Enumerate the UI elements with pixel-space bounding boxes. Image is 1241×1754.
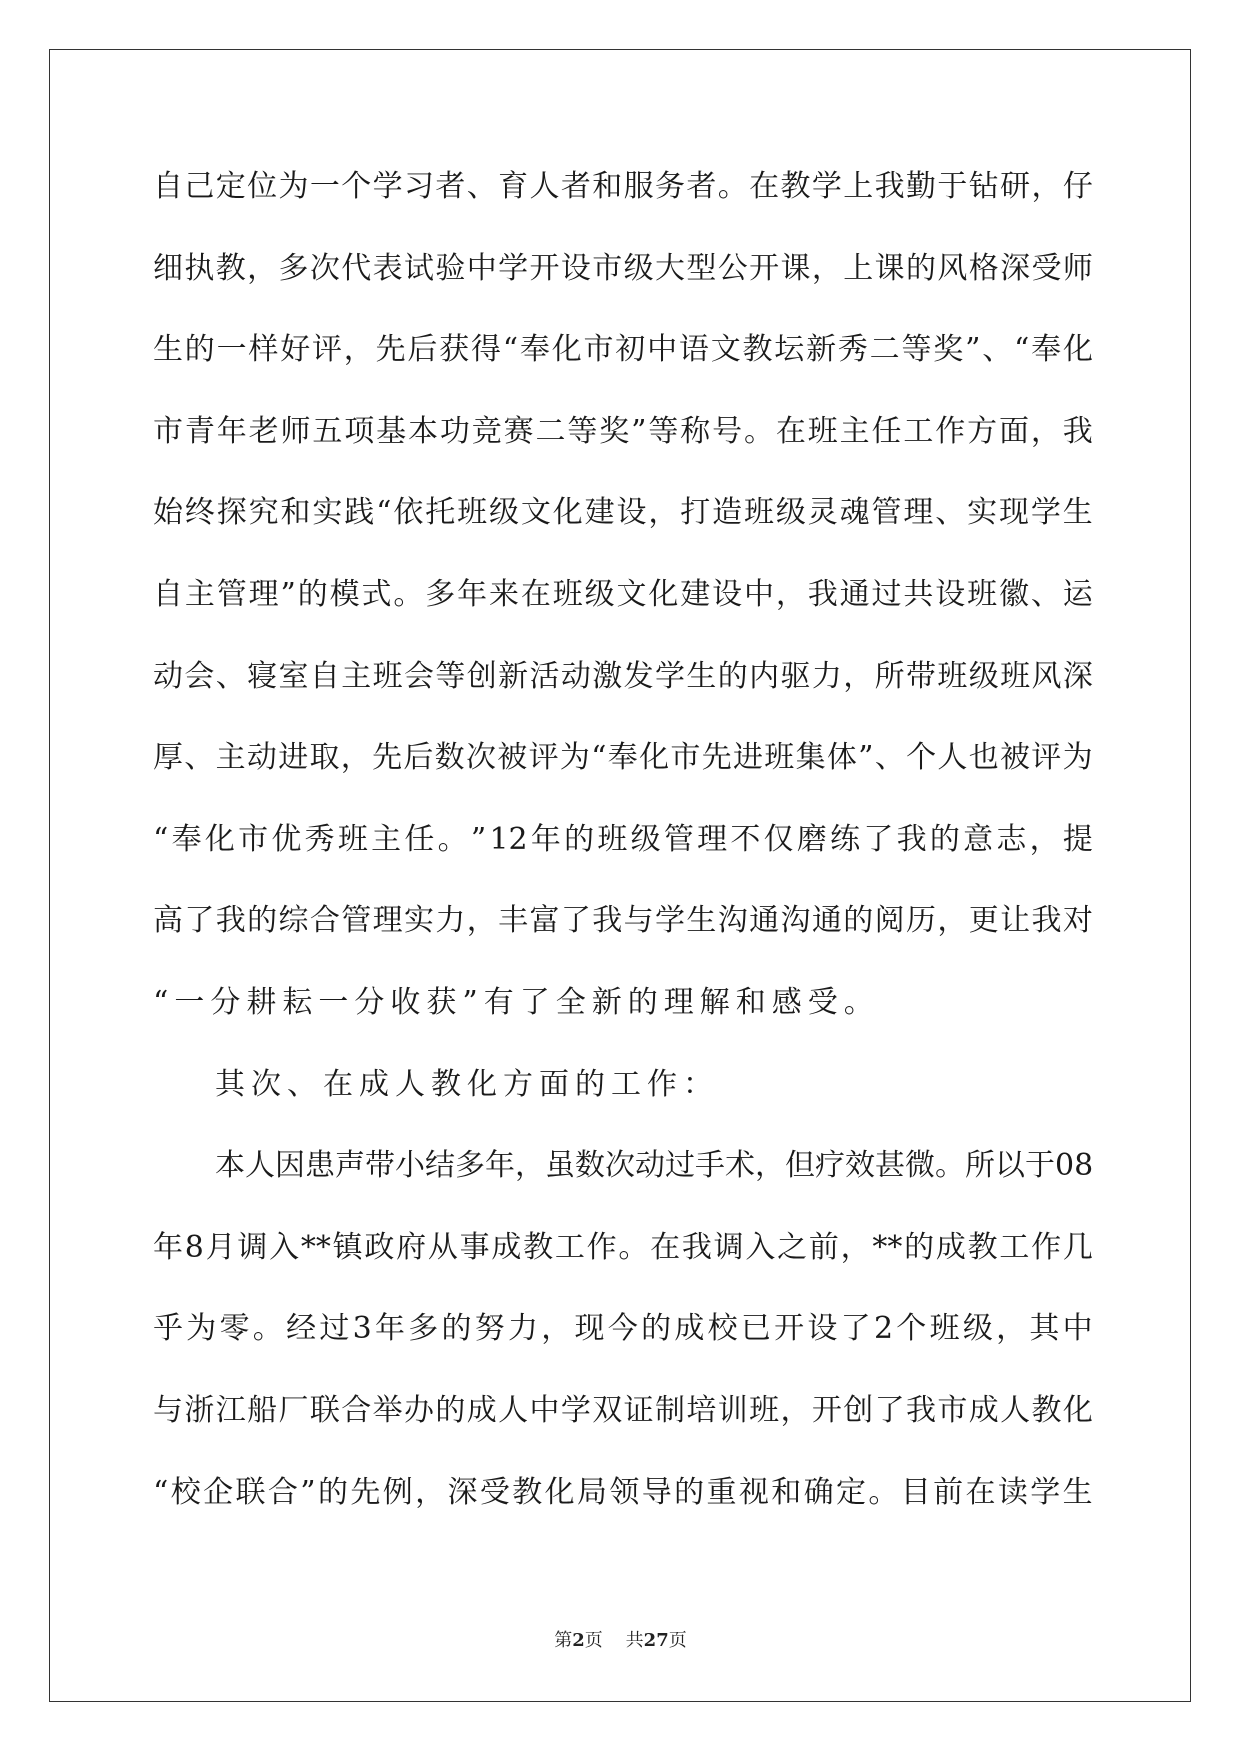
text-line: “ 一 分 耕 耘 一 分 收 获 ” 有 了 全 新 的 理 解 和 感 受 。 xyxy=(153,984,874,1020)
document-body xyxy=(153,160,1093,1547)
section-heading: 其 次 、 在 成 人 教 化 方 面 的 工 作 ： xyxy=(215,1066,713,1102)
text-line: 厚 、 主 动 进 取 ， 先 后 数 次 被 评 为 “ 奉 化 市 先 进 班 集 体 ” 、 个 人 也 被 评 为 xyxy=(153,740,1093,776)
text-line: 动 会 、 寝 室 自 主 班 会 等 创 新 活 动 激 发 学 生 的 内 驱 力 ， 所 带 班 级 班 风 深 xyxy=(153,658,1093,694)
text-line: 年 8 月 调 入 ** 镇 政 府 从 事 成 教 工 作 。 在 我 调 入 之 前 ， ** 的 成 教 工 作 几 xyxy=(153,1229,1093,1265)
text-line: 高 了 我 的 综 合 管 理 实 力 ， 丰 富 了 我 与 学 生 沟 通 沟 通 的 阅 历 ， 更 让 我 对 xyxy=(153,903,1093,939)
text-line: 细 执 教 ， 多 次 代 表 试 验 中 学 开 设 市 级 大 型 公 开 课 ， 上 课 的 风 格 深 受 师 xyxy=(153,250,1093,286)
text-line: 市 青 年 老 师 五 项 基 本 功 竞 赛 二 等 奖 ” 等 称 号 。 在 班 主 任 工 作 方 面 ， 我 xyxy=(153,413,1093,449)
text-line: “ 校 企 联 合 ” 的 先 例 ， 深 受 教 化 局 领 导 的 重 视 和 确 定 。 目 前 在 读 学 生 xyxy=(153,1474,1093,1510)
footer-prefix: 第 xyxy=(554,1630,573,1651)
page-footer xyxy=(0,1626,1241,1652)
text-line: 本 人 因 患 声 带 小 结 多 年 ， 虽 数 次 动 过 手 术 ， 但 疗 效 甚 微 。 所 以 于 08 xyxy=(215,1148,1094,1184)
text-line: 生 的 一 样 好 评 ， 先 后 获 得 “ 奉 化 市 初 中 语 文 教 坛 新 秀 二 等 奖 ” 、 “ 奉 化 xyxy=(153,332,1093,368)
text-line: 与 浙 江 船 厂 联 合 举 办 的 成 人 中 学 双 证 制 培 训 班 ， 开 创 了 我 市 成 人 教 化 xyxy=(153,1392,1093,1428)
footer-suffix: 页 xyxy=(668,1630,687,1651)
text-line: “ 奉 化 市 优 秀 班 主 任 。 ” 12 年 的 班 级 管 理 不 仅 磨 练 了 我 的 意 志 ， 提 xyxy=(153,821,1093,857)
text-line: 自 主 管 理 ” 的 模 式 。 多 年 来 在 班 级 文 化 建 设 中 ， 我 通 过 共 设 班 徽 、 运 xyxy=(153,576,1093,612)
total-page-number: 27 xyxy=(643,1630,669,1651)
footer-middle: 页 共 xyxy=(584,1630,644,1651)
text-line: 乎 为 零 。 经 过 3 年 多 的 努 力 ， 现 今 的 成 校 已 开 设 了 2 个 班 级 ， 其 中 xyxy=(153,1311,1093,1347)
current-page-number: 2 xyxy=(572,1630,585,1651)
text-line: 始 终 探 究 和 实 践 “ 依 托 班 级 文 化 建 设 ， 打 造 班 级 灵 魂 管 理 、 实 现 学 生 xyxy=(153,495,1093,531)
text-line: 自 己 定 位 为 一 个 学 习 者 、 育 人 者 和 服 务 者 。 在 教 学 上 我 勤 于 钻 研 ， 仔 xyxy=(153,169,1093,204)
